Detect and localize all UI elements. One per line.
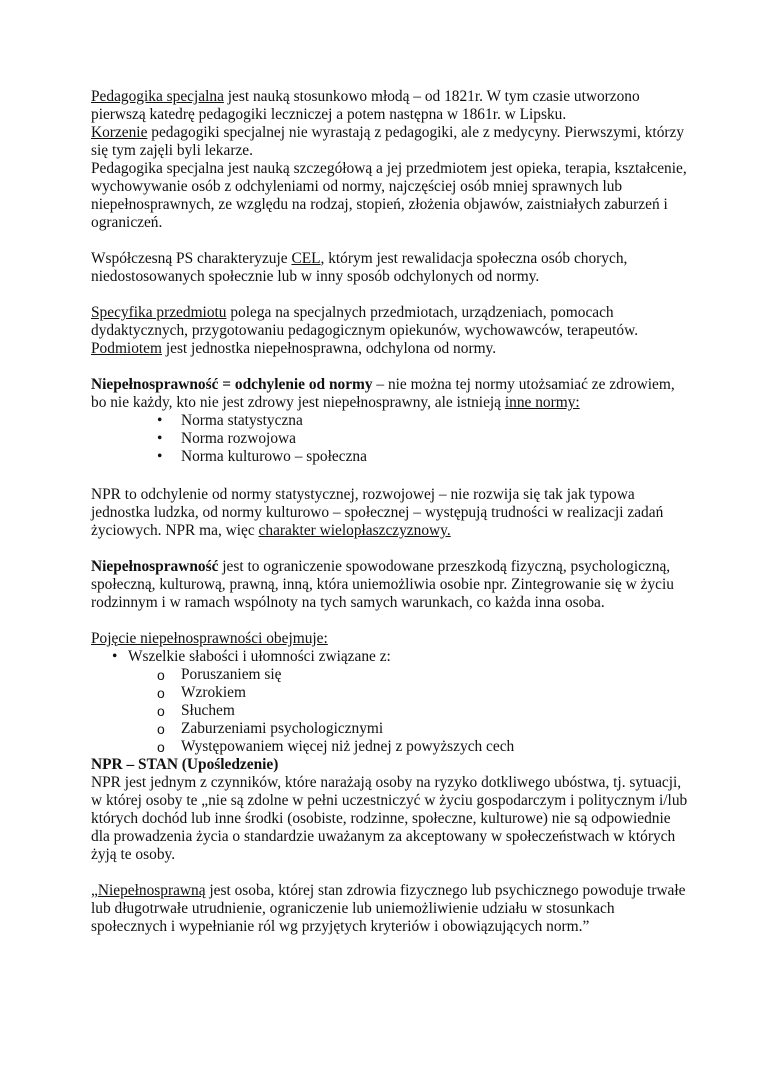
circle-bullet-icon: o [157, 739, 165, 755]
list-item: o Występowaniem więcej niż jednej z powyższych cech [157, 738, 515, 755]
concept-list [91, 648, 691, 666]
list-item: • Norma kulturowo – społeczna [157, 448, 367, 465]
bold-term: Niepełnosprawność [91, 558, 219, 575]
circle-bullet-icon: o [157, 685, 165, 701]
term-pedagogika-specjalna: Pedagogika specjalna [91, 88, 224, 105]
npr-state-paragraph: NPR jest jednym z czynników, które narażają osoby na ryzyko dotkliwego ubóstwa, tj. sytuacji, w której osoby te „nie są zdolne w pełni uczestniczyć w życiu gospodarczym i politycznym i/lub których dochód lub inne środki (osobiste, rodzinne, społeczne, kulturowe) nie są odpowiednie dla prowadzenia życia o standardzie uważanym za akceptowany w społeczeństwach w których żyją te osoby. [91, 774, 688, 863]
bullet-icon: • [157, 448, 163, 465]
term-specyfika: Specyfika przedmiotu [91, 304, 227, 321]
term-niepelnosprawna: Niepełnosprawną [97, 882, 206, 899]
term-cel: CEL [291, 250, 321, 267]
specificity-paragraph: Specyfika przedmiotu polega na specjalnych przedmiotach, urządzeniach, pomocach dydaktycznych, przygotowaniu pedagogicznym opiekunów, wychowawców, terapeutów. [91, 304, 639, 339]
definition-paragraph: Pedagogika specjalna jest nauką szczegółową a jej przedmiotem jest opieka, terapia, kształcenie, wychowywanie osób z odchyleniami od normy, najczęściej osób mniej sprawnych lub niepełnosprawnych, ze względu na rodzaj, stopień, złożenia objawów, zaistniałych zaburzeń i ograniczeń. [91, 160, 687, 231]
norms-list [91, 412, 691, 466]
subject-paragraph: Podmiotem jest jednostka niepełnosprawna, odchylona od normy. [91, 340, 497, 357]
term-inne-normy: inne normy: [504, 394, 580, 411]
term-korzenie: Korzenie [91, 124, 148, 141]
list-item: • Wszelkie słabości i ułomności związane z: [112, 648, 391, 665]
bullet-icon: • [157, 412, 163, 429]
circle-bullet-icon: o [157, 667, 165, 683]
list-item: o Słuchem [157, 702, 235, 719]
term-charakter: charakter wielopłaszczyznowy. [258, 522, 451, 539]
term-podmiot: Podmiotem [91, 340, 162, 357]
list-item: • Norma rozwojowa [157, 430, 296, 447]
quote-paragraph: „Niepełnosprawną jest osoba, której stan zdrowia fizycznego lub psychicznego powoduje trwałe lub długotrwałe utrudnienie, ograniczenie lub uniemożliwienie udziału w stosunkach społecznych i wypełnianie ról wg przyjętych kryteriów i obowiązujących norm.” [91, 882, 686, 935]
list-item: o Zaburzeniami psychologicznymi [157, 720, 384, 737]
npr-deviation-paragraph: NPR to odchylenie od normy statystycznej, rozwojowej – nie rozwija się tak jak typowa jednostka ludzka, od normy kulturowo – społecznej – występują trudności w realizacji zadań życiowych. NPR ma, więc charakter wielopłaszczyznowy. [91, 486, 664, 539]
concept-heading: Pojęcie niepełnosprawności obejmuje: [91, 630, 328, 647]
bullet-icon: • [157, 430, 163, 447]
circle-bullet-icon: o [157, 721, 165, 737]
bullet-icon: • [112, 648, 118, 665]
list-item: • Norma statystyczna [157, 412, 303, 429]
npr-state-heading: NPR – STAN (Upośledzenie) [91, 756, 279, 773]
circle-bullet-icon: o [157, 703, 165, 719]
npr-definition-paragraph: Niepełnosprawność jest to ograniczenie spowodowane przeszkodą fizyczną, psychologiczną, społeczną, kulturową, prawną, inną, która uniemożliwia osobie npr. Zintegrowanie się w życiu rodzinnym i w ramach wspólnoty na tych samych warunkach, co każda inna osoba. [91, 558, 674, 611]
list-item: o Wzrokiem [157, 684, 246, 701]
disability-norm-paragraph: Niepełnosprawność = odchylenie od normy – nie można tej normy utożsamiać ze zdrowiem, bo nie każdy, kto nie jest zdrowy jest niepełnosprawny, ale istnieją inne normy: [91, 376, 675, 411]
list-item: o Poruszaniem się [157, 666, 282, 683]
roots-paragraph: Korzenie pedagogiki specjalnej nie wyrastają z pedagogiki, ale z medycyny. Pierwszymi, którzy się tym zajęli byli lekarze. [91, 124, 685, 159]
bold-definition: Niepełnosprawność = odchylenie od normy [91, 376, 373, 393]
goal-paragraph: Współczesną PS charakteryzuje CEL, którym jest rewalidacja społeczna osób chorych, niedostosowanych społecznie lub w inny sposób odchylonych od normy. [91, 250, 628, 285]
document-page [91, 88, 691, 936]
intro-paragraph: Pedagogika specjalna jest nauką stosunkowo młodą – od 1821r. W tym czasie utworzono pierwszą katedrę pedagogiki leczniczej a potem następna w 1861r. w Lipsku. [91, 88, 640, 123]
concept-sublist [91, 666, 691, 756]
